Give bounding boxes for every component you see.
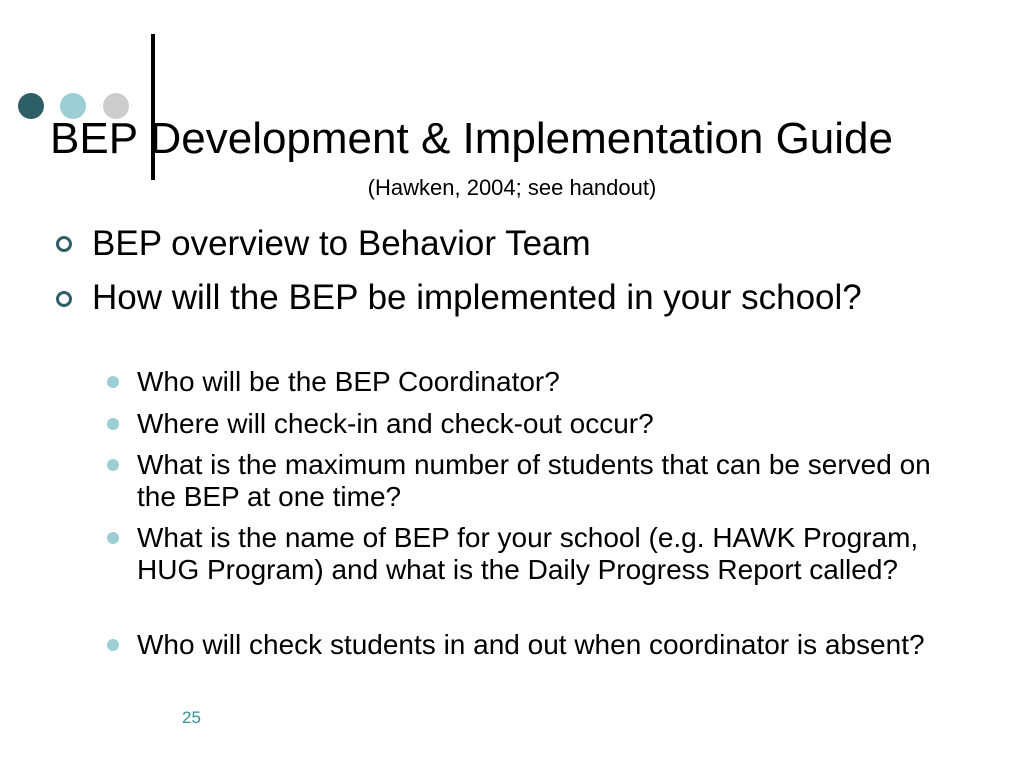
slide-title: BEP Development & Implementation Guide <box>50 114 893 163</box>
sub-bullet-item: Where will check-in and check-out occur? <box>137 408 654 439</box>
slide-subtitle: (Hawken, 2004; see handout) <box>367 175 657 200</box>
hollow-circle-bullet-icon <box>56 291 72 307</box>
bullet-item: How will the BEP be implemented in your school? <box>92 278 862 317</box>
hollow-circle-bullet-icon <box>56 236 72 252</box>
sub-bullet-item: What is the maximum number of students that can be served on the BEP at one time? <box>137 449 931 512</box>
page-number: 25 <box>182 708 201 727</box>
decorative-dot-dark <box>18 93 44 119</box>
sub-bullet-item: Who will be the BEP Coordinator? <box>137 366 560 397</box>
bullet-item: BEP overview to Behavior Team <box>92 224 591 263</box>
filled-circle-bullet-icon <box>107 459 119 471</box>
filled-circle-bullet-icon <box>107 639 119 651</box>
sub-bullet-item: What is the name of BEP for your school (e.g. HAWK Program, HUG Program) and what is the Daily Progress Report called? <box>137 522 919 585</box>
sub-bullet-item: Who will check students in and out when coordinator is absent? <box>137 629 925 660</box>
filled-circle-bullet-icon <box>107 418 119 430</box>
filled-circle-bullet-icon <box>107 532 119 544</box>
filled-circle-bullet-icon <box>107 376 119 388</box>
